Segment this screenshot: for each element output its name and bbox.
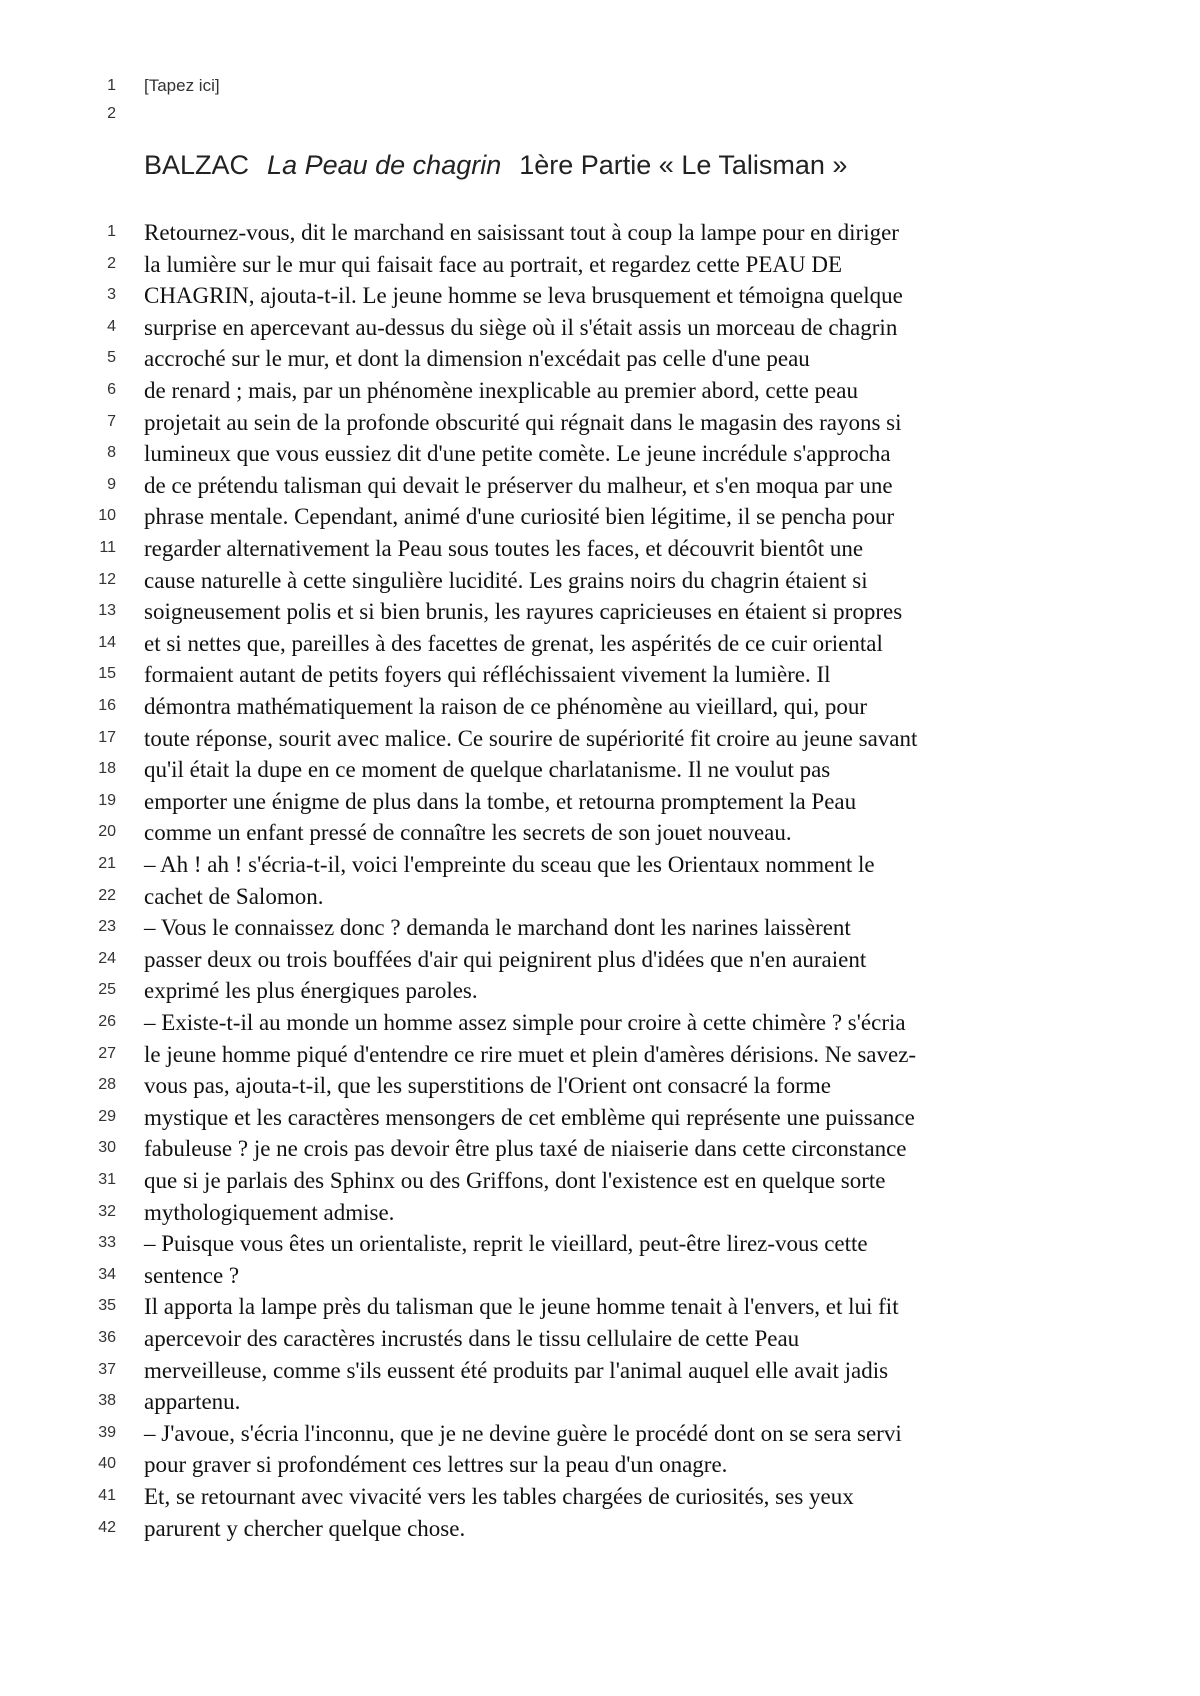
line-text[interactable]: merveilleuse, comme s'ils eussent été produits par l'animal auquel elle avait jadis xyxy=(144,1357,889,1383)
line-number: 6 xyxy=(107,381,116,398)
text-line xyxy=(0,1355,1200,1387)
line-number: 16 xyxy=(98,697,116,714)
line-number: 13 xyxy=(98,602,116,620)
line-number: 22 xyxy=(98,886,116,904)
text-line xyxy=(0,912,1200,944)
line-number: 33 xyxy=(98,1234,116,1252)
line-text[interactable]: de ce prétendu talisman qui devait le préserver du malheur, et s'en moqua par une xyxy=(144,472,893,498)
line-text[interactable]: appartenu. xyxy=(144,1389,241,1415)
line-number: 27 xyxy=(98,1044,116,1062)
line-text[interactable]: et si nettes que, pareilles à des facettes de grenat, les aspérités de ce cuir oriental xyxy=(144,630,883,656)
line-number: 24 xyxy=(98,949,116,967)
text-line xyxy=(0,1260,1200,1292)
text-line xyxy=(0,1039,1200,1071)
line-number: 5 xyxy=(107,349,116,367)
line-number: 35 xyxy=(98,1297,116,1315)
line-number: 25 xyxy=(98,981,116,999)
line-text[interactable]: – Existe-t-il au monde un homme assez simple pour croire à cette chimère ? s'écria xyxy=(144,1010,906,1035)
line-text[interactable]: comme un enfant pressé de connaître les secrets de son jouet nouveau. xyxy=(144,820,792,846)
text-line xyxy=(0,1007,1200,1039)
line-number: 29 xyxy=(98,1107,116,1125)
title-part: 1ère Partie « Le Talisman » xyxy=(519,150,848,180)
header-placeholder-text[interactable]: [Tapez ici] xyxy=(144,76,220,95)
line-number: 2 xyxy=(107,105,116,122)
text-line xyxy=(0,249,1200,281)
text-line xyxy=(0,1449,1200,1481)
line-text[interactable]: projetait au sein de la profonde obscurité qui régnait dans le magasin des rayons si xyxy=(144,409,902,435)
line-number: 39 xyxy=(98,1423,116,1441)
line-text[interactable]: – Puisque vous êtes un orientaliste, reprit le vieillard, peut-être lirez-vous cette xyxy=(144,1231,868,1257)
text-line xyxy=(0,1513,1200,1545)
line-text[interactable]: la lumière sur le mur qui faisait face au portrait, et regardez cette PEAU DE xyxy=(144,251,843,277)
line-text[interactable]: démontra mathématiquement la raison de ce phénomène au vieillard, qui, pour xyxy=(144,694,867,719)
line-text[interactable]: Il apporta la lampe près du talisman que le jeune homme tenait à l'envers, et lui fit xyxy=(144,1294,899,1320)
line-text[interactable]: sentence ? xyxy=(144,1262,240,1288)
text-line xyxy=(0,975,1200,1007)
line-number: 36 xyxy=(98,1329,116,1346)
line-number: 37 xyxy=(98,1360,116,1378)
line-number: 18 xyxy=(98,760,116,778)
line-number: 32 xyxy=(98,1202,116,1220)
line-text[interactable]: regarder alternativement la Peau sous toutes les faces, et découvrit bientôt une xyxy=(144,536,864,561)
text-line xyxy=(0,628,1200,660)
line-number: 1 xyxy=(107,223,116,240)
line-number: 40 xyxy=(98,1455,116,1473)
line-number: 4 xyxy=(107,317,116,335)
line-text[interactable]: Et, se retournant avec vivacité vers les tables chargées de curiosités, ses yeux xyxy=(144,1484,854,1509)
text-line xyxy=(0,754,1200,786)
line-number: 23 xyxy=(98,918,116,936)
line-number: 20 xyxy=(98,823,116,841)
text-line xyxy=(0,1165,1200,1197)
line-text[interactable]: apercevoir des caractères incrustés dans le tissu cellulaire de cette Peau xyxy=(144,1326,800,1351)
text-line xyxy=(0,312,1200,344)
line-number: 8 xyxy=(107,444,116,462)
line-number: 17 xyxy=(98,728,116,746)
text-line xyxy=(0,375,1200,407)
text-line xyxy=(0,659,1200,691)
text-line xyxy=(0,343,1200,375)
text-line xyxy=(0,280,1200,312)
text-line xyxy=(0,1481,1200,1513)
text-line xyxy=(0,817,1200,849)
title-work: La Peau de chagrin xyxy=(267,150,502,180)
text-line xyxy=(0,1197,1200,1229)
document-title xyxy=(144,150,847,181)
line-text[interactable]: parurent y chercher quelque chose. xyxy=(144,1515,466,1541)
text-line xyxy=(0,1323,1200,1355)
line-text[interactable]: cachet de Salomon. xyxy=(144,883,324,909)
text-line xyxy=(0,944,1200,976)
text-line xyxy=(0,881,1200,913)
text-line xyxy=(0,849,1200,881)
line-number: 9 xyxy=(107,475,116,493)
text-line xyxy=(0,1070,1200,1102)
line-number: 15 xyxy=(98,665,116,683)
line-text[interactable]: toute réponse, sourit avec malice. Ce sourire de supériorité fit croire au jeune savant xyxy=(144,725,918,751)
text-line xyxy=(0,501,1200,533)
title-author: BALZAC xyxy=(144,150,250,180)
line-text[interactable]: lumineux que vous eussiez dit d'une petite comète. Le jeune incrédule s'approcha xyxy=(144,441,891,467)
text-line xyxy=(0,438,1200,470)
text-line xyxy=(0,723,1200,755)
line-number: 30 xyxy=(98,1139,116,1157)
text-line xyxy=(0,1102,1200,1134)
line-number: 41 xyxy=(98,1487,116,1504)
line-text[interactable]: accroché sur le mur, et dont la dimension n'excédait pas celle d'une peau xyxy=(144,346,810,372)
line-text[interactable]: cause naturelle à cette singulière lucidité. Les grains noirs du chagrin étaient si xyxy=(144,567,868,593)
line-number: 7 xyxy=(107,412,116,430)
line-number: 10 xyxy=(98,507,116,525)
text-line xyxy=(0,786,1200,818)
line-text[interactable]: qu'il était la dupe en ce moment de quelque charlatanisme. Il ne voulut pas xyxy=(144,757,831,783)
line-text[interactable]: de renard ; mais, par un phénomène inexplicable au premier abord, cette peau xyxy=(144,378,858,403)
line-number: 3 xyxy=(107,286,116,304)
line-text[interactable]: formaient autant de petits foyers qui réfléchissaient vivement la lumière. Il xyxy=(144,662,831,688)
line-text[interactable]: phrase mentale. Cependant, animé d'une curiosité bien légitime, il se pencha pour xyxy=(144,504,895,530)
text-line xyxy=(0,470,1200,502)
line-number: 34 xyxy=(98,1265,116,1283)
text-line xyxy=(0,407,1200,439)
text-line xyxy=(0,1228,1200,1260)
line-text[interactable]: que si je parlais des Sphinx ou des Griffons, dont l'existence est en quelque sorte xyxy=(144,1168,886,1193)
text-line xyxy=(0,565,1200,597)
line-text[interactable]: vous pas, ajouta-t-il, que les superstitions de l'Orient ont consacré la forme xyxy=(144,1073,831,1099)
text-line xyxy=(0,691,1200,723)
line-number: 19 xyxy=(98,791,116,809)
line-text[interactable]: – J'avoue, s'écria l'inconnu, que je ne devine guère le procédé dont on se sera servi xyxy=(144,1420,902,1446)
line-text[interactable]: Retournez-vous, dit le marchand en saisissant tout à coup la lampe pour en diriger xyxy=(144,220,899,245)
line-number: 12 xyxy=(98,570,116,588)
line-number: 21 xyxy=(98,855,116,872)
line-text[interactable]: soigneusement polis et si bien brunis, les rayures capricieuses en étaient si propres xyxy=(144,599,903,625)
text-line xyxy=(0,1418,1200,1450)
line-text[interactable]: le jeune homme piqué d'entendre ce rire muet et plein d'amères dérisions. Ne savez- xyxy=(144,1041,917,1067)
line-number: 31 xyxy=(98,1171,116,1188)
line-number: 14 xyxy=(98,633,116,651)
line-text[interactable]: exprimé les plus énergiques paroles. xyxy=(144,978,478,1004)
line-text[interactable]: mystique et les caractères mensongers de cet emblème qui représente une puissance xyxy=(144,1104,915,1130)
text-line xyxy=(0,1386,1200,1418)
line-number: 2 xyxy=(107,254,116,272)
text-line xyxy=(0,217,1200,249)
line-number: 11 xyxy=(99,539,116,556)
line-number: 38 xyxy=(98,1392,116,1410)
text-line xyxy=(0,1133,1200,1165)
line-text[interactable]: emporter une énigme de plus dans la tombe, et retourna promptement la Peau xyxy=(144,788,857,814)
text-line xyxy=(0,1291,1200,1323)
line-text[interactable]: surprise en apercevant au-dessus du siège où il s'était assis un morceau de chagrin xyxy=(144,314,898,340)
line-text[interactable]: – Vous le connaissez donc ? demanda le marchand dont les narines laissèrent xyxy=(144,915,851,941)
line-text[interactable]: fabuleuse ? je ne crois pas devoir être plus taxé de niaiserie dans cette circonstance xyxy=(144,1136,907,1162)
line-text[interactable]: – Ah ! ah ! s'écria-t-il, voici l'empreinte du sceau que les Orientaux nomment le xyxy=(144,852,875,877)
line-number: 1 xyxy=(107,77,116,94)
line-number: 42 xyxy=(98,1518,116,1536)
text-line xyxy=(0,533,1200,565)
line-number: 28 xyxy=(98,1076,116,1094)
line-text[interactable]: passer deux ou trois bouffées d'air qui peignirent plus d'idées que n'en auraient xyxy=(144,946,867,972)
line-text[interactable]: CHAGRIN, ajouta-t-il. Le jeune homme se leva brusquement et témoigna quelque xyxy=(144,283,903,309)
line-text[interactable]: mythologiquement admise. xyxy=(144,1199,395,1225)
line-number: 26 xyxy=(98,1013,116,1030)
line-text[interactable]: pour graver si profondément ces lettres sur la peau d'un onagre. xyxy=(144,1452,728,1478)
text-line xyxy=(0,596,1200,628)
